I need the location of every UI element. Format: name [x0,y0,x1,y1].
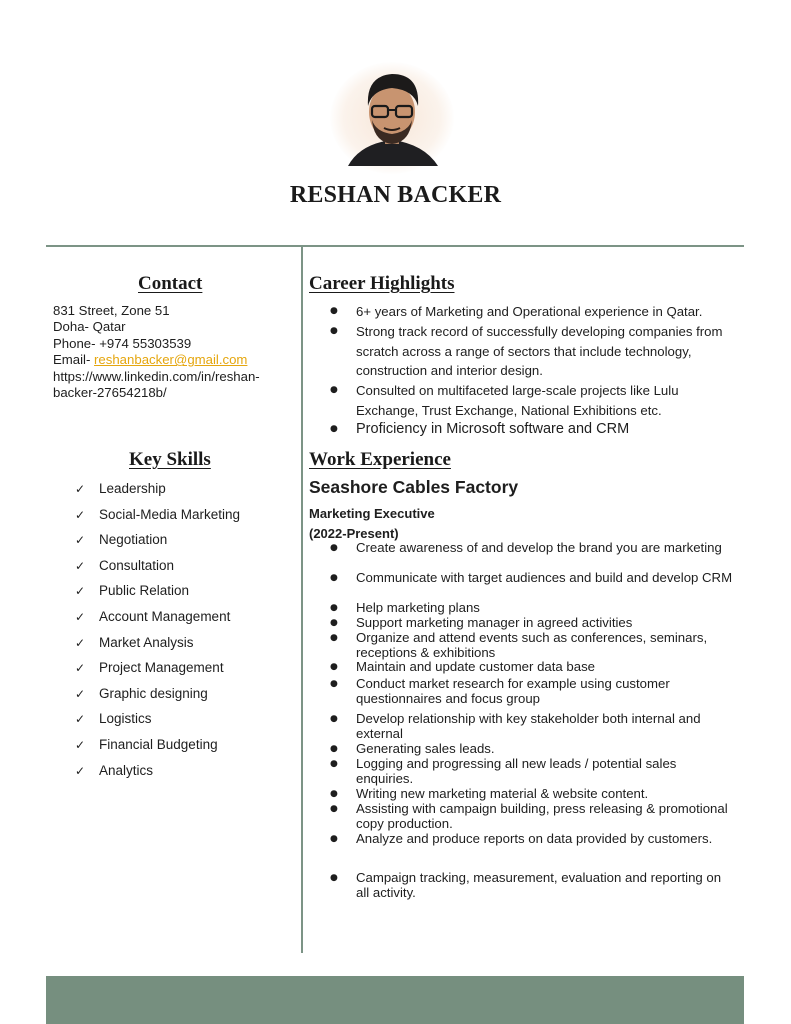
job-period: (2022-Present) [309,526,399,541]
skill-item: ✓ Social-Media Marketing [75,504,240,530]
skill-item: ✓ Market Analysis [75,632,240,658]
phone-text: Phone- +974 55303539 [53,335,192,351]
job-title: Marketing Executive [309,506,435,521]
column-divider [301,247,303,953]
checkmark-icon: ✓ [75,686,86,701]
linkedin-url-line-2: backer-27654218b/ [53,385,167,401]
work-experience-heading: Work Experience [309,449,451,470]
checkmark-icon: ✓ [75,763,86,778]
bullet-icon: ● [330,326,338,336]
bullet-icon: ● [330,573,338,583]
checkmark-icon: ✓ [75,661,86,676]
contact-block [53,303,293,401]
company-name: Seashore Cables Factory [309,477,519,497]
footer-band [46,976,744,1024]
bullet-icon: ● [330,744,338,754]
bullet-icon: ● [330,789,338,799]
bullet-icon: ● [330,873,338,883]
checkmark-icon: ✓ [75,609,86,624]
skill-item: ✓ Project Management [75,657,240,683]
bullet-icon: ● [330,662,338,672]
key-skills-heading: Key Skills [129,449,211,470]
email-label: Email- [53,352,95,368]
bullet-icon: ● [330,834,338,844]
address-line-2: Doha- Qatar [53,319,126,335]
skill-item: ✓ Public Relation [75,580,240,606]
skill-item: ✓ Negotiation [75,529,240,555]
checkmark-icon: ✓ [75,482,86,496]
bullet-icon: ● [330,714,338,724]
skill-item: ✓ Leadership [75,478,240,504]
linkedin-url-line-1: https://www.linkedin.com/in/reshan- [53,368,260,384]
checkmark-icon: ✓ [75,584,86,599]
address-line-1: 831 Street, Zone 51 [53,303,170,318]
checkmark-icon: ✓ [75,558,86,573]
checkmark-icon: ✓ [75,507,86,522]
bullet-icon: ● [330,804,338,814]
contact-heading: Contact [138,273,203,294]
checkmark-icon: ✓ [75,712,86,727]
profile-photo [330,62,454,174]
bullet-icon: ● [330,618,338,628]
checkmark-icon: ✓ [75,533,86,548]
skill-item: ✓ Consultation [75,555,240,581]
bullet-icon: ● [330,603,338,613]
bullet-icon: ● [330,633,338,643]
skill-item: ✓ Financial Budgeting [75,734,240,760]
candidate-name: RESHAN BACKER [289,182,502,208]
checkmark-icon: ✓ [75,737,86,752]
bullet-icon: ● [330,306,338,316]
career-highlights-heading: Career Highlights [309,273,455,294]
header-divider [46,245,744,247]
bullet-icon: ● [330,543,338,553]
bullet-icon: ● [330,385,338,395]
skill-item: ✓ Graphic designing [75,683,240,709]
bullet-icon: ● [330,759,338,769]
skills-list [75,478,240,785]
email-row [53,352,293,368]
skill-item: ✓ Analytics [75,760,240,786]
skill-item: ✓ Logistics [75,708,240,734]
email-link[interactable]: reshanbacker@gmail.com [94,352,248,368]
bullet-icon: ● [330,679,338,689]
checkmark-icon: ✓ [75,635,86,650]
skill-item: ✓ Account Management [75,606,240,632]
avatar [330,62,454,174]
bullet-icon: ● [330,424,338,434]
